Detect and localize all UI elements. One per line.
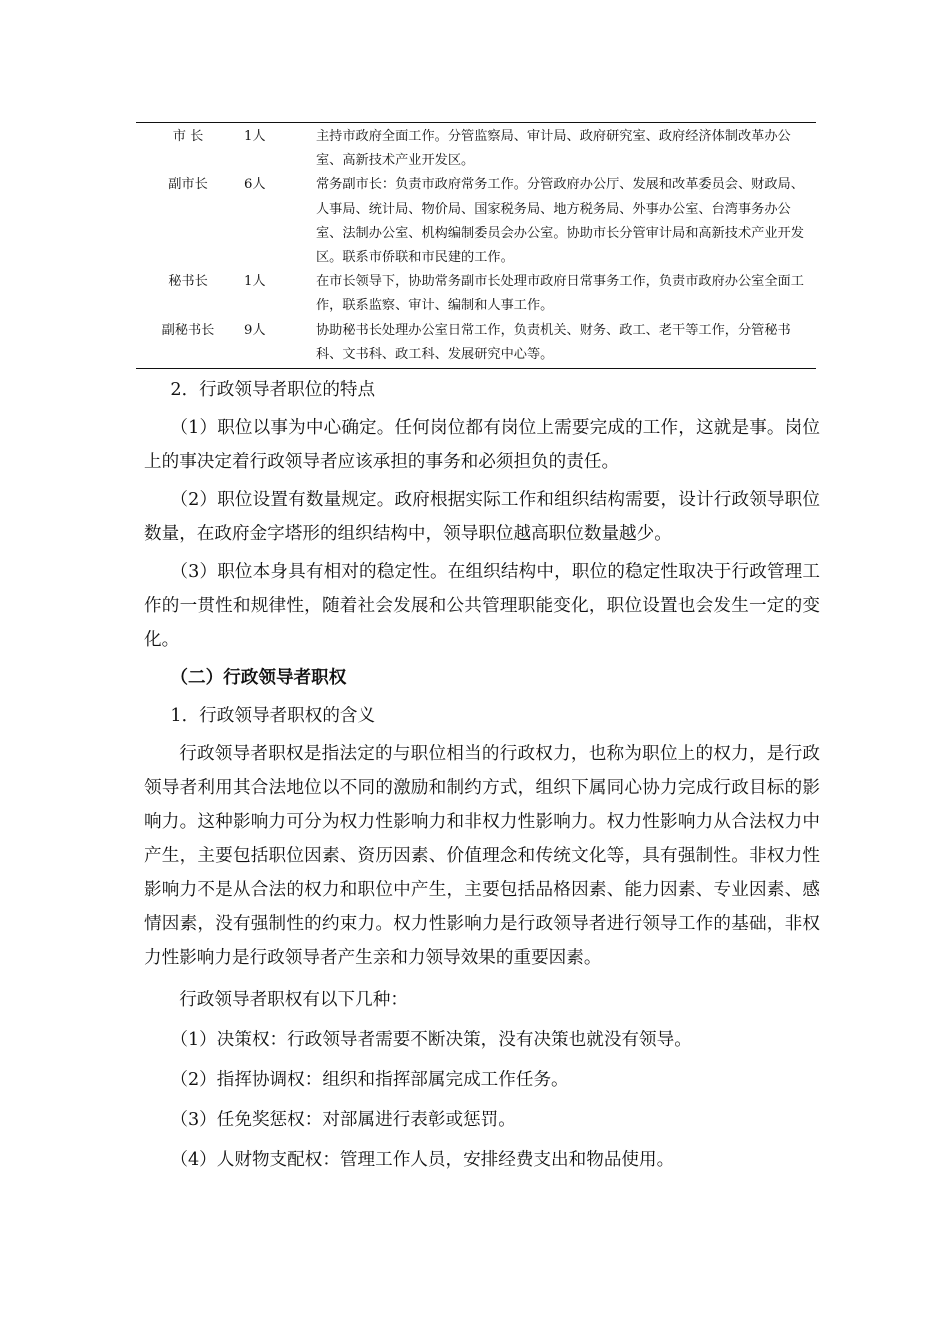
duty-cell: 协助秘书长处理办公室日常工作，负责机关、财务、政工、老干等工作，分管秘书科、文书科、政工科、发展研究中心等。 bbox=[316, 322, 791, 362]
list-item: （2）指挥协调权：组织和指挥部属完成工作任务。 bbox=[170, 1070, 569, 1090]
list-item: （4）人财物支配权：管理工作人员，安排经费支出和物品使用。 bbox=[170, 1150, 675, 1170]
count-cell: 9人 bbox=[244, 322, 266, 338]
duty-cell: 常务副市长：负责市政府常务工作。分管政府办公厅、发展和改革委员会、财政局、人事局、统计局、物价局、国家税务局、地方税务局、外事办公室、台湾事务办公室、法制办公室、机构编制委员会办公室。协助市长分管审计局和高新技术产业开发区。联系市侨联和市民建的工作。 bbox=[316, 177, 804, 266]
post-cell: 秘书长 bbox=[168, 274, 208, 290]
duty-cell: 主持市政府全面工作。分管监察局、审计局、政府研究室、政府经济体制改革办公室、高新技术产业开发区。 bbox=[316, 129, 791, 169]
post-cell: 市 长 bbox=[172, 129, 204, 144]
chapter-heading: （二）行政领导者职权 bbox=[170, 667, 347, 688]
table-row bbox=[136, 319, 816, 368]
post-cell: 副秘书长 bbox=[161, 322, 215, 338]
sub-heading: 1．行政领导者职权的含义 bbox=[170, 706, 376, 726]
post-cell: 副市长 bbox=[168, 177, 208, 193]
section-heading: 2．行政领导者职位的特点 bbox=[170, 380, 376, 400]
duty-cell: 在市长领导下，协助常务副市长处理市政府日常事务工作，负责市政府办公室全面工作，联系监察、审计、编制和人事工作。 bbox=[316, 274, 804, 314]
list-intro: 行政领导者职权有以下几种： bbox=[179, 990, 408, 1010]
list-item: （3）任免奖惩权：对部属进行表彰或惩罚。 bbox=[170, 1110, 516, 1130]
count-cell: 6人 bbox=[244, 177, 266, 193]
table-row bbox=[136, 270, 816, 318]
authority-paragraph: 行政领导者职权是指法定的与职位相当的行政权力，也称为职位上的权力，是行政领导者利用其合法地位以不同的激励和制约方式，组织下属同心协力完成行政目标的影响力。这种影响力可分为权力性影响力和非权力性影响力。权力性影响力从合法权力中产生，主要包括职位因素、资历因素、价值理念和传统文化等，具有强制性。非权力性影响力不是从合法的权力和职位中产生，主要包括品格因素、能力因素、专业因素、感情因素，没有强制性的约束力。权力性影响力是行政领导者进行领导工作的基础，非权力性影响力是行政领导者产生亲和力领导效果的重要因素。 bbox=[144, 744, 820, 968]
paragraph-point-3: （3）职位本身具有相对的稳定性。在组织结构中，职位的稳定性取决于行政管理工作的一贯性和规律性，随着社会发展和公共管理职能变化，职位设置也会发生一定的变化。 bbox=[144, 562, 820, 650]
paragraph-point-1: （1）职位以事为中心确定。任何岗位都有岗位上需要完成的工作，这就是事。岗位上的事决定着行政领导者应该承担的事务和必须担负的责任。 bbox=[144, 418, 820, 472]
paragraph-point-2: （2）职位设置有数量规定。政府根据实际工作和组织结构需要，设计行政领导职位数量，在政府金字塔形的组织结构中，领导职位越高职位数量越少。 bbox=[144, 490, 820, 544]
count-cell: 1人 bbox=[244, 274, 266, 290]
list-item: （1）决策权：行政领导者需要不断决策，没有决策也就没有领导。 bbox=[170, 1030, 692, 1050]
table-row bbox=[136, 123, 816, 173]
positions-table bbox=[136, 122, 816, 369]
body-text bbox=[144, 373, 820, 1183]
table-row bbox=[136, 173, 816, 270]
count-cell: 1人 bbox=[244, 129, 266, 144]
